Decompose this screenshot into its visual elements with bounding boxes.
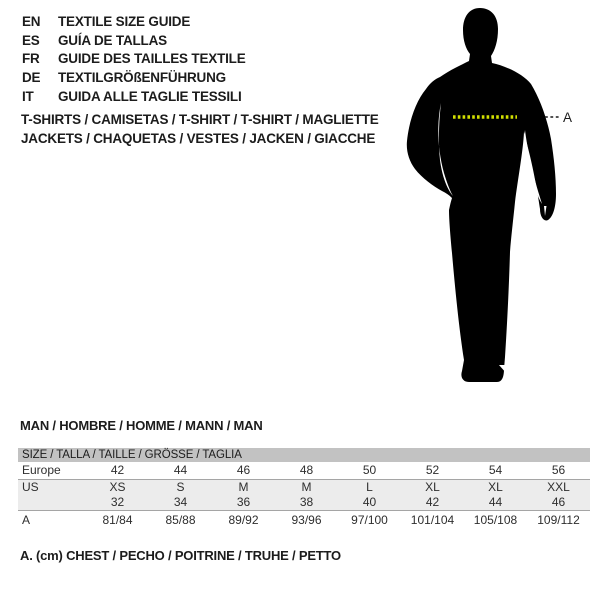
measure-label-a: A	[563, 110, 573, 125]
table-cell: 34	[173, 495, 188, 509]
language-row	[22, 32, 246, 51]
table-cell: 44	[488, 495, 503, 509]
table-cell: 36	[236, 495, 251, 509]
table-cell: 50	[362, 463, 377, 477]
table-cell: 46	[236, 463, 251, 477]
language-code: ES	[22, 32, 40, 48]
language-title: TEXTILE SIZE GUIDE	[58, 14, 191, 29]
table-cell: 40	[362, 495, 377, 509]
table-cell: 89/92	[228, 513, 259, 527]
table-cell: 56	[551, 463, 566, 477]
table-cell: 81/84	[102, 513, 133, 527]
language-title-list	[22, 13, 246, 107]
table-cell: XL	[488, 480, 503, 494]
language-title: TEXTILGRÖßENFÜHRUNG	[58, 70, 226, 86]
table-cell: 42	[425, 495, 440, 509]
table-cell: 85/88	[165, 513, 196, 527]
table-row-a	[18, 511, 590, 528]
table-cell: 97/100	[351, 513, 388, 527]
language-code: DE	[22, 70, 41, 86]
size-table-header: SIZE / TALLA / TAILLE / GRÖSSE / TAGLIA	[18, 448, 590, 462]
language-row	[22, 13, 246, 32]
table-cell: 46	[551, 495, 566, 509]
table-row-us	[18, 479, 590, 511]
language-row	[22, 88, 246, 107]
category-line-tshirts: T-SHIRTS / CAMISETAS / T-SHIRT / T-SHIRT / MAGLIETTE	[21, 112, 379, 127]
table-cell: 48	[299, 463, 314, 477]
table-cell: 38	[299, 495, 314, 509]
language-title: GUIDE DES TAILLES TEXTILE	[58, 51, 246, 67]
measurement-footnote: A. (cm) CHEST / PECHO / POITRINE / TRUHE / PETTO	[20, 548, 341, 563]
row-label	[18, 495, 86, 510]
language-title: GUIDA ALLE TAGLIE TESSILI	[58, 88, 242, 104]
table-cell: XS	[109, 480, 126, 494]
table-cell: 32	[110, 495, 125, 509]
table-cell: M	[301, 480, 312, 494]
table-cell: 105/108	[473, 513, 518, 527]
language-row	[22, 50, 246, 69]
table-cell: 54	[488, 463, 503, 477]
table-cell: M	[238, 480, 249, 494]
table-cell: 93/96	[291, 513, 322, 527]
category-block	[21, 110, 379, 148]
language-code: EN	[22, 14, 41, 29]
table-cell: 42	[110, 463, 125, 477]
table-row-europe	[18, 462, 590, 479]
man-silhouette	[407, 8, 556, 382]
language-row	[22, 69, 246, 88]
table-cell: 44	[173, 463, 188, 477]
table-cell: 52	[425, 463, 440, 477]
size-table	[18, 448, 590, 528]
table-cell: 101/104	[410, 513, 455, 527]
table-cell: XL	[425, 480, 440, 494]
row-label: A	[22, 513, 31, 527]
table-cell: L	[366, 480, 373, 494]
table-cell: 109/112	[537, 513, 580, 527]
us-letter-line	[18, 480, 590, 495]
table-cell: S	[176, 480, 185, 494]
us-number-line	[18, 495, 590, 510]
language-code: FR	[22, 51, 40, 67]
man-silhouette-figure	[400, 0, 580, 400]
table-cell: XXL	[547, 480, 570, 494]
language-title: GUÍA DE TALLAS	[58, 32, 167, 48]
row-label: Europe	[22, 463, 61, 477]
language-code: IT	[22, 88, 34, 104]
row-label: US	[22, 480, 39, 494]
section-title-man: MAN / HOMBRE / HOMME / MANN / MAN	[20, 418, 263, 433]
category-line-jackets: JACKETS / CHAQUETAS / VESTES / JACKEN / GIACCHE	[21, 131, 376, 146]
